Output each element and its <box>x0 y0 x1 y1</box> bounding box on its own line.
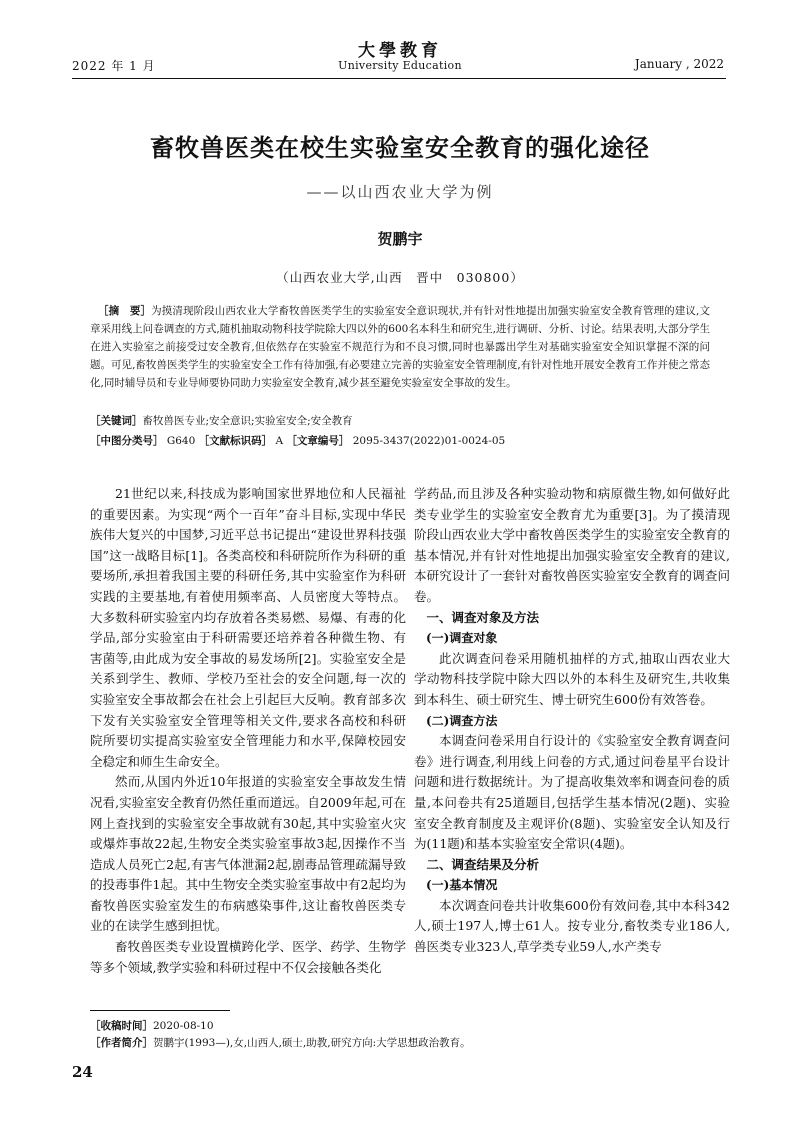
keywords-text: 畜牧兽医专业;安全意识;实验室安全;安全教育 <box>142 415 353 427</box>
page-number: 24 <box>72 1063 93 1081</box>
journal-english-name: University Education <box>338 59 462 72</box>
clc-value: G640 <box>166 435 196 447</box>
doc-code-label: ［文献标识码］ <box>198 435 273 447</box>
section-heading: 一、调查对象及方法 <box>426 609 540 625</box>
body-paragraph: 畜牧兽医类专业设置横跨化学、医学、药学、生物学等多个领域,教学实验和科研过程中不仅会接触各类化 <box>90 939 406 975</box>
author-bio-label: ［作者简介］ <box>90 1037 153 1049</box>
journal-logo: 大學教育 <box>358 41 442 61</box>
body-paragraph: 此次调查问卷采用随机抽样的方式,抽取山西农业大学动物科技学院中除大四以外的本科生及研究生,共收集到本科生、硕士研究生、博士研究生600份有效答卷。 <box>414 650 730 707</box>
keywords <box>90 413 710 428</box>
author-name: 贺鹏宇 <box>377 230 423 248</box>
article-title: 畜牧兽医类在校生实验室安全教育的强化途径 <box>150 134 650 162</box>
received-date: 2020-08-10 <box>153 1020 214 1032</box>
section-heading: 二、调查结果及分析 <box>426 856 540 872</box>
article-number-value: 2095-3437(2022)01-0024-05 <box>352 435 506 447</box>
abstract-text: 为摸清现阶段山西农业大学畜牧兽医类学生的实验室安全意识现状,并有针对性地提出加强实验室安全教育管理的建议,文章采用线上问卷调查的方式,随机抽取动物科技学院除大四以外的600名本科生和研究生,进行调研、分析、讨论。结果表明,大部分学生在进入实验室之前接受过安全教育,但依然存在实验室不规范行为和不良习惯,同时也暴露出学生对基础实验室安全知识掌握不深的问题。可见,畜牧兽医类学生的实验室安全工作有待加强,有必要建立完善的实验室安全管理制度,有针对性地开展安全教育工作并使之常态化,同时辅导员和专业导师要协同助力实验室安全教育,减少甚至避免实验室安全事故的发生。 <box>90 305 710 389</box>
author-affiliation: （山西农业大学,山西 晋中 030800） <box>276 270 524 285</box>
abstract-label: ［摘 要］ <box>98 305 152 317</box>
keywords-label: ［关键词］ <box>90 415 143 427</box>
clc-label: ［中图分类号］ <box>90 435 164 447</box>
subsection-heading: (二)调查方法 <box>426 713 498 728</box>
body-paragraph: 21世纪以来,科技成为影响国家世界地位和人民福祉的重要因素。为实现“两个一百年”奋斗目标,实现中华民族伟大复兴的中国梦,习近平总书记提出“建设世界科技强国”这一战略目标[1]。各类高校和科研院所作为科研的重要场所,承担着我国主要的科研任务,其中实验室作为科研实践的主要基地,有着使用频率高、人员密度大等特点。大多数科研实验室内均存放着各类易燃、易爆、有毒的化学品,部分实验室由于科研需要还培养着各种微生物、有害菌等,由此成为安全事故的易发场所[2]。实验室安全是关系到学生、教师、学校乃至社会的安全问题,每一次的实验室安全事故都会在社会上引起巨大反响。教育部多次下发有关实验室安全管理等相关文件,要求各高校和科研院所要切实提高实验室安全管理能力和水平,保障校园安全稳定和师生生命安全。 <box>90 486 406 769</box>
body-paragraph: 学药品,而且涉及各种实验动物和病原微生物,如何做好此类专业学生的实验室安全教育尤为重要[3]。为了摸清现阶段山西农业大学中畜牧兽医类学生的实验室安全教育的基本情况,并有针对性地提出加强实验室安全教育的建议,本研究设计了一套针对畜牧兽医实验室安全教育的调查问卷。 <box>414 486 730 604</box>
header-rule <box>72 78 726 79</box>
received-label: ［收稿时间］ <box>90 1020 153 1032</box>
classification-line <box>90 433 710 448</box>
header-issue-date-cn: 2022 年 1 月 <box>72 59 156 73</box>
article-number-label: ［文章编号］ <box>286 435 350 447</box>
footnote-author-bio <box>90 1035 710 1050</box>
author-bio-text: 贺鹏宇(1993—),女,山西人,硕士,助教,研究方向:大学思想政治教育。 <box>153 1037 471 1049</box>
abstract <box>90 302 710 392</box>
body-left-column <box>90 484 406 978</box>
footnote-rule <box>90 1010 230 1011</box>
subsection-heading: (一)基本情况 <box>426 878 498 893</box>
body-paragraph: 本调查问卷采用自行设计的《实验室安全教育调查问卷》进行调查,利用线上问卷的方式,通过问卷星平台设计问题和进行数据统计。为了提高收集效率和调查问卷的质量,本问卷共有25道题目,包括学生基本情况(2题)、实验室安全教育制度及主观评价(8题)、实验室安全认知及行为(11题)和基本实验室安全常识(4题)。 <box>414 733 730 852</box>
subsection-heading: (一)调查对象 <box>426 631 498 646</box>
body-paragraph: 本次调查问卷共计收集600份有效问卷,其中本科342人,硕士197人,博士61人。按专业分,畜牧类专业186人,兽医类专业323人,草学类专业59人,水产类专 <box>414 897 730 955</box>
header-issue-date-en: January , 2022 <box>634 57 724 71</box>
doc-code-value: A <box>275 435 284 447</box>
body-paragraph: 然而,从国内外近10年报道的实验室安全事故发生情况看,实验室安全教育仍然任重而道远。自2009年起,可在网上查找到的实验室安全事故就有30起,其中实验室火灾或爆炸事故22起,生物安全类实验室事故3起,因操作不当造成人员死亡2起,有害气体泄漏2起,剧毒品管理疏漏导致的投毒事件1起。其中生物安全类实验室事故中有2起均为畜牧兽医实验室发生的布病感染事件,这让畜牧兽医类专业的在读学生感到担忧。 <box>90 774 406 934</box>
article-subtitle: ——以山西农业大学为例 <box>306 183 494 201</box>
footnote-received <box>90 1018 710 1033</box>
body-right-column <box>414 484 730 958</box>
